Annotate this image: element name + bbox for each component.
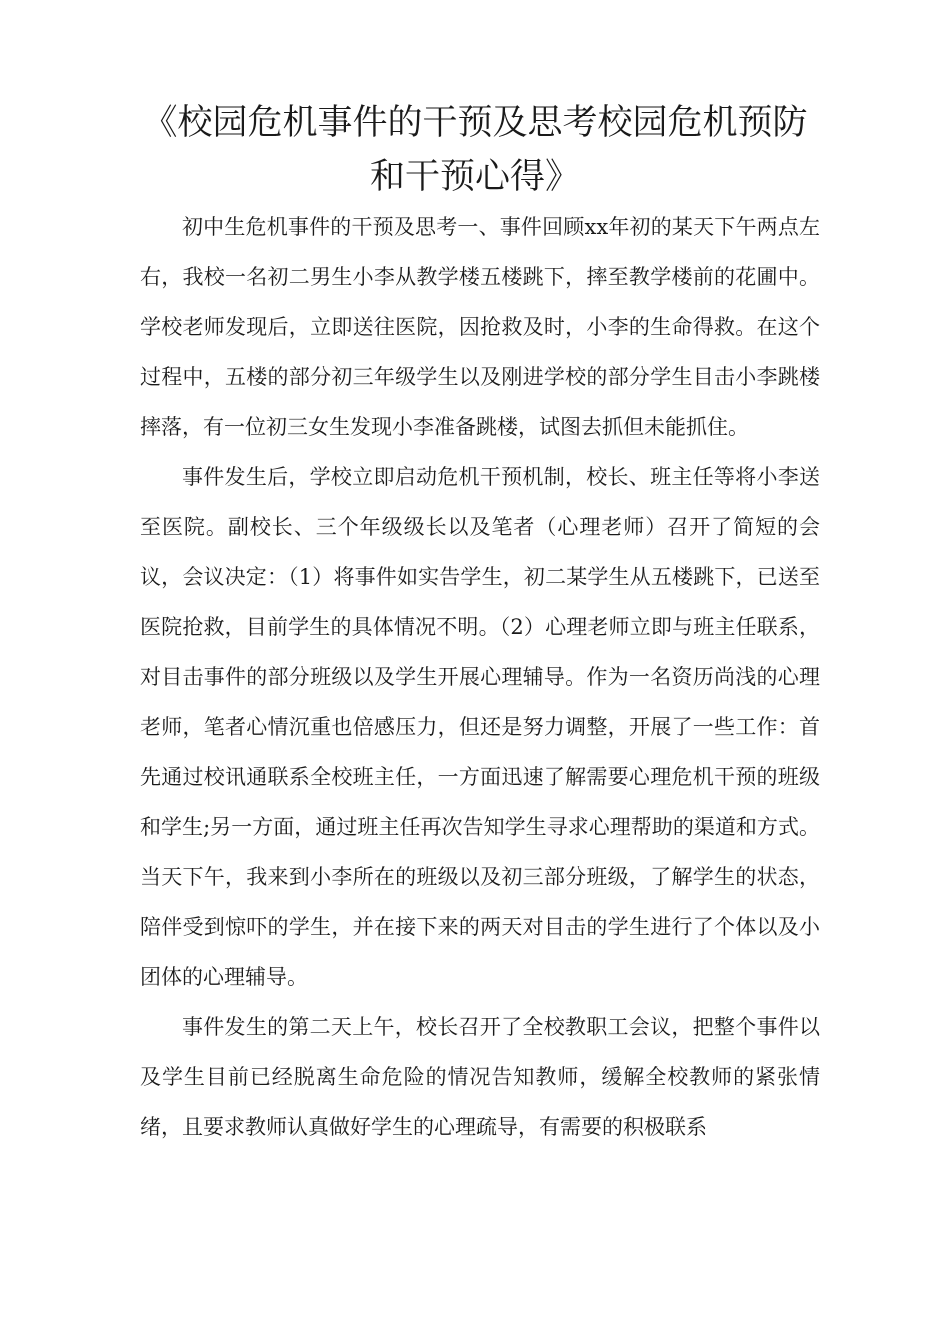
paragraph-1: 初中生危机事件的干预及思考一、事件回顾xx年初的某天下午两点左右，我校一名初二男生小李从教学楼五楼跳下，摔至教学楼前的花圃中。学校老师发现后，立即送往医院，因抢救及时，小李的生命得救。在这个过程中，五楼的部分初三年级学生以及刚进学校的部分学生目击小李跳楼摔落，有一位初三女生发现小李准备跳楼，试图去抓但未能抓住。 bbox=[140, 215, 820, 439]
paragraph-3: 事件发生的第二天上午，校长召开了全校教职工会议，把整个事件以及学生目前已经脱离生命危险的情况告知教师，缓解全校教师的紧张情绪，且要求教师认真做好学生的心理疏导，有需要的积极联系 bbox=[140, 1015, 820, 1139]
paragraph-2: 事件发生后，学校立即启动危机干预机制，校长、班主任等将小李送至医院。副校长、三个年级级长以及笔者（心理老师）召开了简短的会议，会议决定：（1）将事件如实告学生，初二某学生从五楼跳下，已送至医院抢救，目前学生的具体情况不明。（2）心理老师立即与班主任联系，对目击事件的部分班级以及学生开展心理辅导。作为一名资历尚浅的心理老师，笔者心情沉重也倍感压力，但还是努力调整，开展了一些工作：首先通过校讯通联系全校班主任，一方面迅速了解需要心理危机干预的班级和学生;另一方面，通过班主任再次告知学生寻求心理帮助的渠道和方式。当天下午，我来到小李所在的班级以及初三部分班级，了解学生的状态，陪伴受到惊吓的学生，并在接下来的两天对目击的学生进行了个体以及小团体的心理辅导。 bbox=[140, 465, 820, 989]
document-body bbox=[140, 202, 820, 1152]
document-title: 《校园危机事件的干预及思考校园危机预防和干预心得》 bbox=[142, 103, 808, 197]
